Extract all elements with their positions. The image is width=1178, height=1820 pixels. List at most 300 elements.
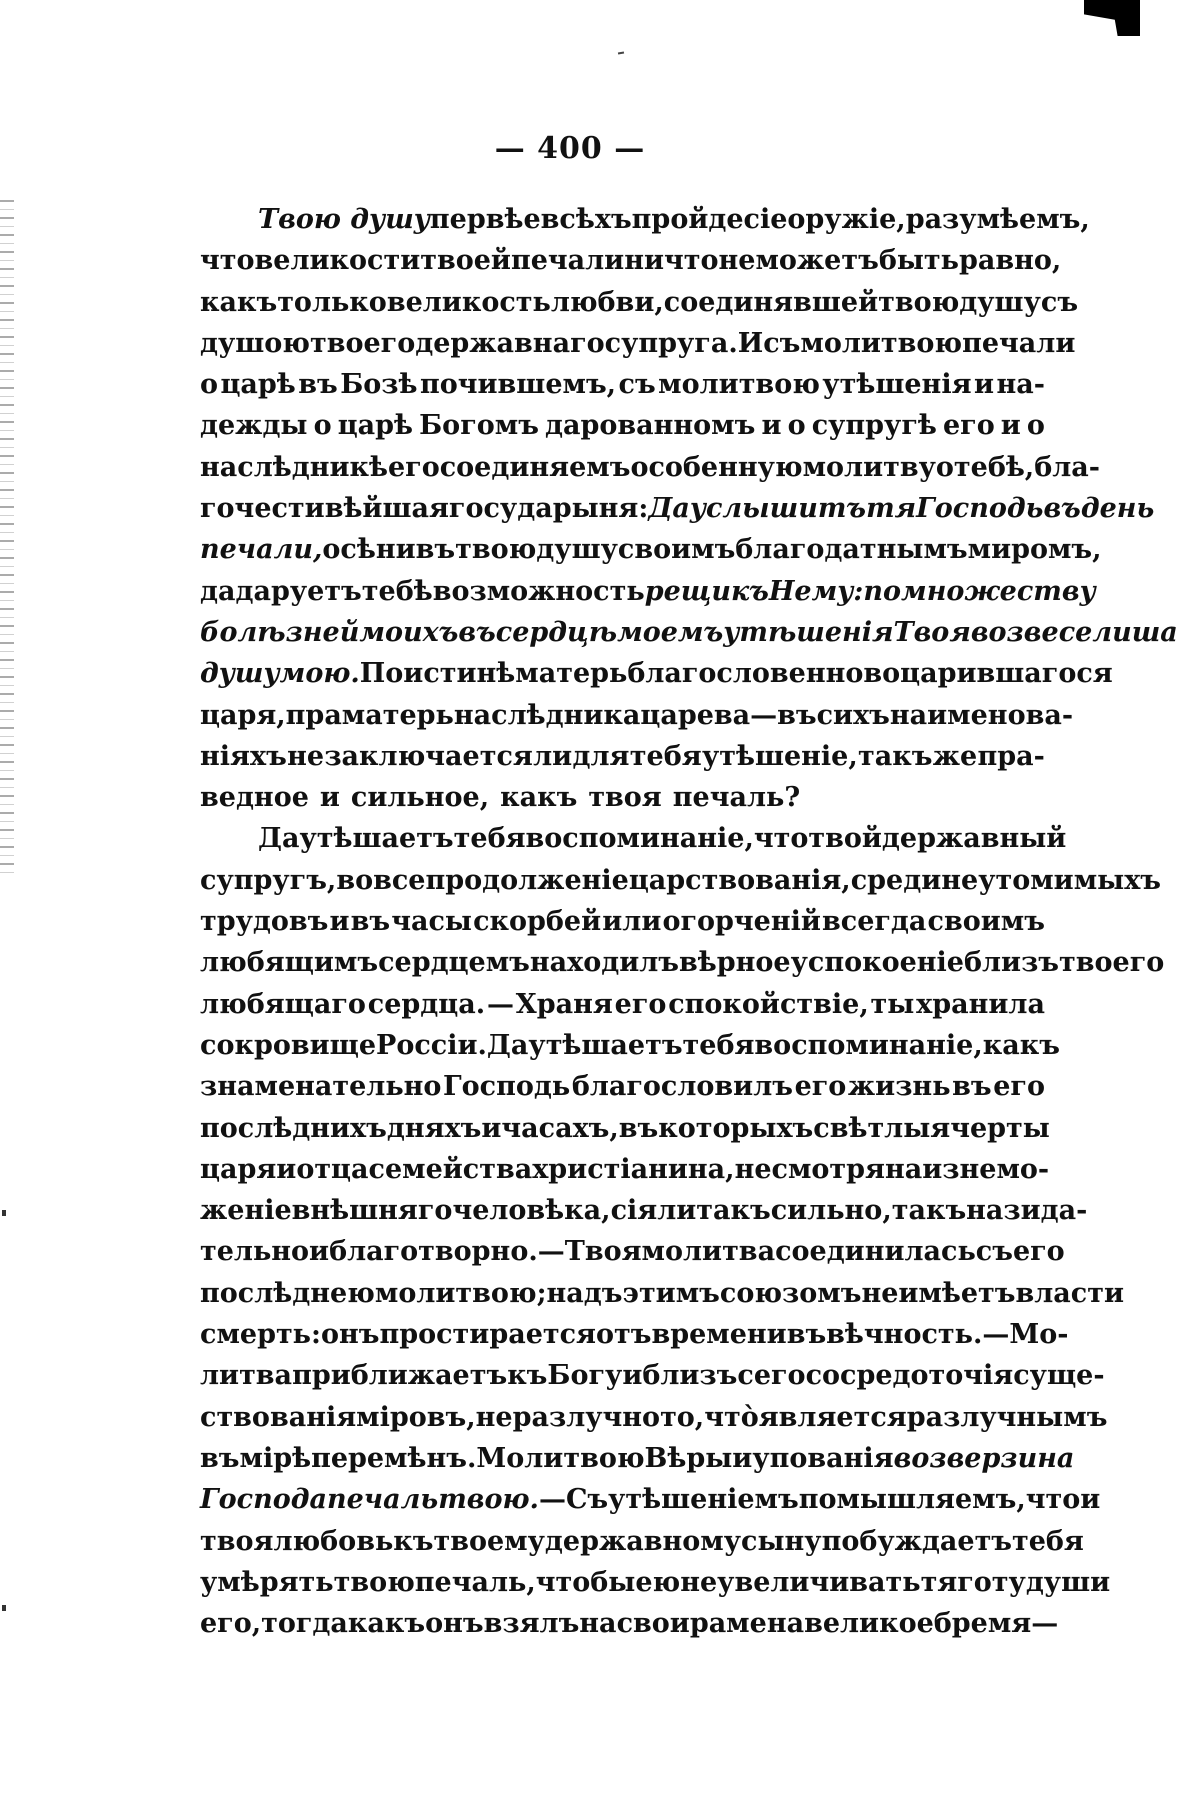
text-line	[200, 901, 1045, 942]
word: часы	[391, 906, 472, 938]
word: Мо-	[1009, 1319, 1069, 1351]
italic-word: въ	[458, 616, 496, 648]
italic-word: къ	[731, 575, 769, 607]
word: праматерь	[285, 699, 454, 731]
word: Да	[258, 823, 300, 855]
word: великое	[804, 1608, 934, 1640]
word: тогда	[261, 1608, 348, 1640]
italic-word: Да	[648, 493, 690, 525]
word: —	[1031, 1608, 1059, 1640]
word: царя	[200, 1153, 277, 1185]
word: какъ	[347, 1608, 426, 1640]
word: Да	[486, 1029, 529, 1061]
word: тяготу	[920, 1566, 1026, 1598]
word: все	[373, 864, 426, 896]
italic-word: душу	[200, 658, 280, 690]
word: Съ	[565, 1484, 609, 1516]
word: не	[718, 245, 756, 277]
word: дарованномъ	[545, 410, 756, 442]
word: Господь	[443, 1071, 571, 1103]
word: его	[388, 451, 440, 483]
italic-word: день	[1080, 493, 1155, 525]
word: —	[537, 1236, 565, 1268]
scan-edge-dot	[2, 1605, 6, 1611]
word: душою	[200, 327, 310, 359]
word: великости	[254, 245, 421, 277]
word: въ	[618, 1112, 659, 1144]
word: о	[200, 369, 219, 401]
word: сіяли	[610, 1195, 697, 1227]
word: миромъ,	[967, 534, 1102, 566]
word: чтобы	[535, 1566, 636, 1598]
word: государыня:	[448, 493, 649, 525]
word: съ	[763, 327, 801, 359]
word: соединилась	[775, 1236, 976, 1268]
word: матерь	[515, 658, 628, 690]
word: на	[579, 1608, 617, 1640]
word: сосредоточія	[805, 1360, 1014, 1392]
word: Богу	[547, 1360, 623, 1392]
word: внѣшняго	[291, 1195, 453, 1227]
word: не	[734, 1153, 772, 1185]
word: его	[614, 988, 667, 1020]
word: такъ	[858, 740, 933, 772]
text-line	[200, 984, 1045, 1025]
italic-word: тя	[866, 493, 917, 525]
word: въ	[200, 1442, 240, 1474]
word: семейства	[368, 1153, 533, 1185]
word: упованія	[752, 1442, 894, 1474]
word: разумѣемъ,	[905, 204, 1090, 235]
word: рамена	[689, 1608, 805, 1640]
text-line	[200, 529, 1102, 570]
word: чтò	[704, 1401, 759, 1433]
word: съ	[1040, 286, 1079, 318]
scan-edge-dot	[2, 1210, 6, 1216]
word: ли	[533, 740, 573, 772]
word: Богомъ	[419, 410, 539, 442]
word: женіе	[200, 1195, 292, 1227]
word: возможность	[432, 575, 645, 607]
word: и	[319, 782, 340, 814]
word: его	[1012, 1236, 1065, 1268]
text-line	[200, 1231, 1065, 1272]
word: ты	[870, 988, 915, 1020]
word: да	[200, 575, 236, 607]
word: мірѣ	[239, 1442, 312, 1474]
word: что	[1025, 1484, 1081, 1516]
italic-word: по	[863, 575, 902, 607]
italic-word: Господь	[916, 493, 1044, 525]
word: тебя	[629, 740, 702, 772]
word: сердцемъ	[378, 947, 530, 979]
word: твоего	[310, 327, 416, 359]
scan-left-edge-noise	[0, 200, 14, 880]
text-line	[200, 405, 1045, 446]
word: огорченій	[662, 906, 821, 938]
italic-word: множеству	[901, 575, 1096, 607]
word: печали	[510, 245, 625, 277]
word: хранила	[916, 988, 1045, 1020]
word: литва	[200, 1360, 293, 1392]
word: отца	[296, 1153, 369, 1185]
word: Бозѣ	[340, 369, 418, 401]
word: какъ	[200, 286, 278, 318]
word: утѣшеніе,	[701, 740, 858, 772]
text-line	[200, 323, 1076, 364]
word: о	[787, 410, 806, 442]
word: всѣхъ	[540, 204, 632, 235]
word: Россіи.	[376, 1029, 487, 1061]
italic-word: въ	[1043, 493, 1081, 525]
word: не	[287, 740, 325, 772]
italic-word: болѣзней	[200, 616, 360, 648]
text-line	[200, 1562, 1111, 1603]
text-line	[200, 736, 1045, 777]
word: осѣнивъ	[322, 534, 456, 566]
body-text	[200, 199, 1178, 1644]
word: въ	[350, 906, 391, 938]
word: о	[935, 451, 954, 483]
word: почившемъ,	[419, 369, 617, 401]
word: ніяхъ	[200, 740, 287, 772]
word: и	[974, 369, 995, 401]
word: великость	[386, 286, 551, 318]
word: пра-	[977, 740, 1045, 772]
word: воспоминаніе,	[525, 823, 754, 855]
word: державный	[881, 823, 1067, 855]
word: сыну	[741, 1525, 822, 1557]
text-line	[200, 612, 1178, 653]
word: душу	[536, 534, 618, 566]
word: своимъ	[617, 534, 736, 566]
word: утѣшенія	[822, 369, 972, 401]
word: утѣшаетъ	[299, 823, 454, 855]
word: жизнь	[847, 1071, 951, 1103]
word: сокровище	[200, 1029, 377, 1061]
italic-word: Твою душу	[258, 204, 430, 235]
word: смерть:	[200, 1319, 321, 1351]
text-line	[200, 653, 1113, 694]
word: во	[336, 864, 374, 896]
text-line	[200, 860, 1162, 901]
word: сихъ	[816, 699, 890, 731]
word: изнемо-	[922, 1153, 1050, 1185]
word: смотря	[771, 1153, 885, 1185]
word: какъ	[982, 1029, 1060, 1061]
word: души	[1025, 1566, 1111, 1598]
word: любящимъ	[200, 947, 379, 979]
italic-word: печаль	[327, 1484, 439, 1516]
word: находилъ	[529, 947, 680, 979]
word: сего	[737, 1360, 806, 1392]
word: въ	[298, 369, 338, 401]
word: воспоминаніе,	[754, 1029, 983, 1061]
word: твою	[455, 534, 537, 566]
text-line	[200, 1397, 1108, 1438]
word: и	[1080, 1484, 1101, 1516]
word: ведное	[200, 782, 309, 814]
word: супруга.	[604, 327, 738, 359]
word: даруетъ	[235, 575, 362, 607]
word: что	[200, 245, 255, 277]
word: успокоеніе	[790, 947, 964, 979]
word: вѣчность.	[826, 1319, 983, 1351]
text-line	[200, 1603, 1059, 1644]
word: христіанина,	[532, 1153, 735, 1185]
word: сильно,	[770, 1195, 892, 1227]
italic-word: утѣшенія	[723, 616, 894, 648]
word: благословилъ	[571, 1071, 793, 1103]
word: его	[993, 1071, 1045, 1103]
word: и	[481, 1112, 502, 1144]
word: утѣшеніемъ	[608, 1484, 799, 1516]
word: царствованія,	[628, 864, 851, 896]
word: онъ	[425, 1608, 484, 1640]
word: молитвою	[800, 327, 963, 359]
word: молитву	[802, 451, 936, 483]
text-line	[200, 1438, 1075, 1479]
word: и	[1000, 410, 1021, 442]
word: его	[942, 410, 995, 442]
word: въ	[786, 1319, 827, 1351]
word: помышляемъ,	[798, 1484, 1026, 1516]
word: которыхъ	[658, 1112, 814, 1144]
word: твоему	[433, 1525, 545, 1557]
word: оружіе,	[787, 204, 906, 235]
word: такъ	[891, 1195, 967, 1227]
word: о	[313, 410, 332, 442]
word: только	[277, 286, 387, 318]
word: или	[602, 906, 662, 938]
word: быть	[878, 245, 959, 277]
word: можетъ	[755, 245, 879, 277]
word: бла-	[1034, 451, 1100, 483]
word: послѣднею	[200, 1277, 375, 1309]
word: надъ	[546, 1277, 623, 1309]
word: не	[680, 1566, 718, 1598]
word: спокойствіе,	[668, 988, 869, 1020]
text-line	[200, 282, 1079, 323]
word: о	[1026, 410, 1045, 442]
word: человѣка,	[452, 1195, 611, 1227]
italic-word: рещи	[644, 575, 732, 607]
word: вѣрное	[679, 947, 791, 979]
italic-word: возверзи	[893, 1442, 1038, 1474]
word: И	[737, 327, 764, 359]
text-line	[200, 1273, 1124, 1314]
word: бремя	[933, 1608, 1032, 1640]
word: какъ	[500, 782, 578, 814]
word: свои	[616, 1608, 690, 1640]
word: же	[932, 740, 978, 772]
word: своимъ	[927, 906, 1045, 938]
word: трудовъ	[200, 906, 329, 938]
word: дняхъ	[386, 1112, 482, 1144]
word: Храня	[515, 988, 613, 1020]
word: наслѣдника	[453, 699, 641, 731]
word: заключается	[324, 740, 533, 772]
text-line	[200, 447, 1100, 488]
word: побуждаетъ	[821, 1525, 1013, 1557]
word: благотворно.	[329, 1236, 538, 1268]
word: царева—въ	[640, 699, 817, 731]
word: продолженіе	[425, 864, 629, 896]
word: печаль?	[672, 782, 801, 814]
word: для	[572, 740, 630, 772]
word: онъ	[320, 1319, 380, 1351]
word: и	[309, 1236, 330, 1268]
text-line	[200, 364, 1045, 405]
word: сіе	[743, 204, 788, 235]
text-line	[200, 1066, 1045, 1107]
italic-word: моемъ	[617, 616, 724, 648]
text-line	[200, 571, 1096, 612]
italic-word: сердцѣ	[495, 616, 618, 648]
italic-word: услышитъ	[689, 493, 867, 525]
word: —	[538, 1484, 566, 1516]
word: тебѣ,	[953, 451, 1035, 483]
italic-word: на	[1037, 1442, 1075, 1474]
italic-word: Господа	[200, 1484, 327, 1516]
word: твою	[333, 1566, 415, 1598]
text-line	[200, 1355, 1105, 1396]
text-line	[200, 1149, 1050, 1190]
word: близъ	[964, 947, 1060, 979]
word: По	[359, 658, 404, 690]
word: суще-	[1013, 1360, 1105, 1392]
word: тебя	[453, 823, 526, 855]
text-line	[200, 1479, 1101, 1520]
word: твоей	[420, 245, 511, 277]
word: державному	[544, 1525, 742, 1557]
word: царя,	[200, 699, 286, 731]
word: истинѣ	[403, 658, 516, 690]
word: съ	[975, 1236, 1013, 1268]
word: твоего	[1059, 947, 1165, 979]
word: Вѣры	[644, 1442, 733, 1474]
word: гочестивѣйшая	[200, 493, 449, 525]
word: то,	[660, 1401, 705, 1433]
word: послѣднихъ	[200, 1112, 387, 1144]
word: къ	[507, 1360, 548, 1392]
word: ею	[635, 1566, 681, 1598]
word: знаменательно	[200, 1071, 442, 1103]
word: супругѣ	[811, 410, 937, 442]
word: его,	[200, 1608, 262, 1640]
word: назида-	[966, 1195, 1088, 1227]
word: соединявшей	[663, 286, 879, 318]
word: на-	[996, 369, 1045, 401]
word: взялъ	[483, 1608, 580, 1640]
word: молитвою	[658, 369, 820, 401]
word: первѣе	[429, 204, 541, 235]
word: не	[861, 1277, 899, 1309]
italic-word: Твоя	[893, 616, 971, 648]
word: простирается	[379, 1319, 596, 1351]
word: перемѣнъ.	[311, 1442, 477, 1474]
text-line	[200, 1025, 1060, 1066]
word: такъ	[696, 1195, 771, 1227]
text-line	[200, 695, 1074, 736]
word: печаль,	[414, 1566, 536, 1598]
word: ничто	[624, 245, 719, 277]
word: благословенно	[627, 658, 864, 690]
word: наслѣдникѣ	[200, 451, 388, 483]
text-line	[200, 942, 1165, 983]
word: что	[753, 823, 809, 855]
word: утѣшаетъ	[528, 1029, 683, 1061]
text-line	[200, 818, 1067, 859]
scan-speck	[618, 51, 624, 54]
word: умѣрять	[200, 1566, 334, 1598]
italic-word: твою.	[438, 1484, 539, 1516]
word: пройде	[631, 204, 744, 235]
word: —	[486, 988, 514, 1020]
word: равно,	[958, 245, 1062, 277]
word: особенную	[630, 451, 803, 483]
word: и	[622, 1360, 643, 1392]
word: союзомъ	[719, 1277, 862, 1309]
word: съ	[618, 369, 656, 401]
word: свѣтлыя	[813, 1112, 951, 1144]
word: близъ	[642, 1360, 738, 1392]
word: тебѣ	[361, 575, 433, 607]
text-line	[200, 1314, 1069, 1355]
word: тебя	[1012, 1525, 1084, 1557]
word: въ	[952, 1071, 992, 1103]
word: —	[982, 1319, 1010, 1351]
word: приближаетъ	[292, 1360, 508, 1392]
word: времени	[651, 1319, 787, 1351]
word: къ	[393, 1525, 434, 1557]
italic-word: печали,	[200, 534, 323, 566]
italic-word: мою.	[279, 658, 360, 690]
word: дежды	[200, 410, 308, 442]
word: всегда	[822, 906, 927, 938]
word: сильное,	[350, 782, 490, 814]
word: тебя	[682, 1029, 755, 1061]
word: міровъ,	[356, 1401, 476, 1433]
word: державнаго	[415, 327, 605, 359]
word: супругъ,	[200, 864, 337, 896]
word: часахъ,	[501, 1112, 619, 1144]
text-line	[200, 1521, 1084, 1562]
word: душу	[959, 286, 1041, 318]
word: наименова-	[889, 699, 1074, 731]
word: отъ	[595, 1319, 652, 1351]
word: молитвою;	[374, 1277, 547, 1309]
word: разлучнымъ	[906, 1401, 1108, 1433]
word: имѣетъ	[898, 1277, 1016, 1309]
text-line	[200, 1190, 1088, 1231]
page-number: — 400 —	[494, 131, 646, 166]
word: и	[276, 1153, 297, 1185]
word: увеличивать	[717, 1566, 921, 1598]
word: Твоя	[564, 1236, 642, 1268]
word: и	[329, 906, 350, 938]
word: власти	[1015, 1277, 1124, 1309]
word: благодатнымъ	[735, 534, 968, 566]
word: скорбей	[473, 906, 602, 938]
word: на	[885, 1153, 923, 1185]
word: этимъ	[622, 1277, 720, 1309]
word: неутомимыхъ	[941, 864, 1162, 896]
italic-word: Нему:	[768, 575, 864, 607]
word: любовь	[273, 1525, 394, 1557]
word: Молитвою	[476, 1442, 645, 1474]
word: любви,	[550, 286, 664, 318]
